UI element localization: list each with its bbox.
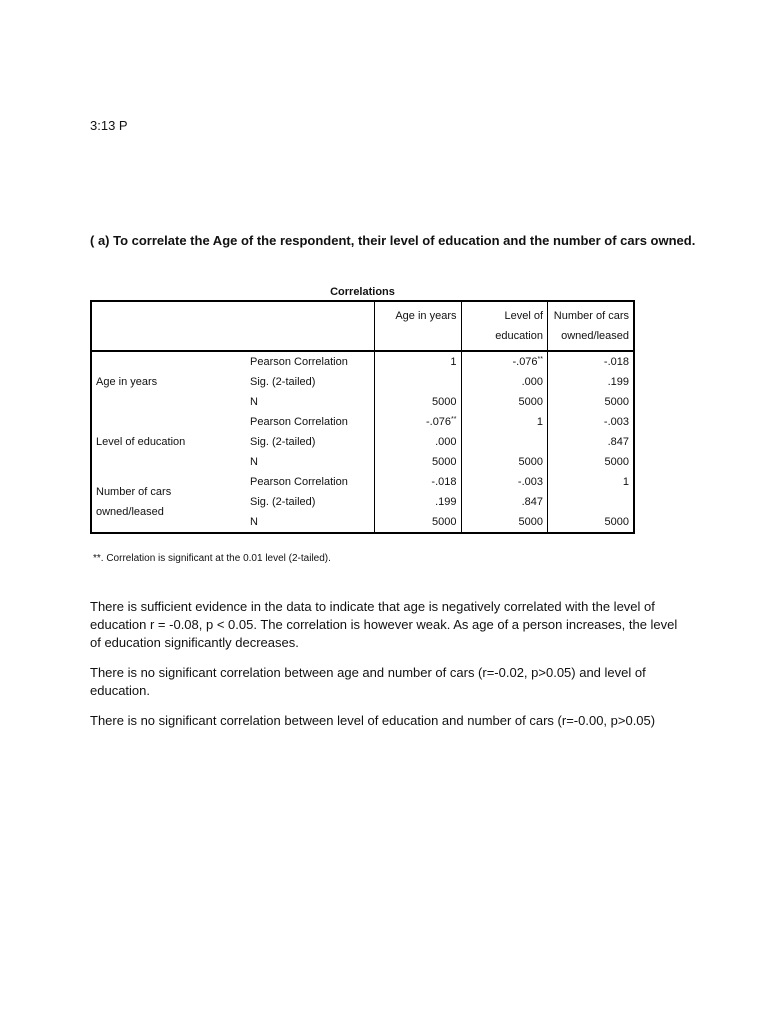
- value-cell: [461, 412, 548, 432]
- cell-value: -.003: [517, 476, 543, 488]
- cell-value: 5000: [432, 396, 457, 408]
- cell-value: -.076: [512, 356, 538, 368]
- row-group-label: Number of cars owned/leased: [96, 486, 172, 518]
- statistic-label: N: [246, 452, 375, 472]
- cell-value: .000: [521, 376, 543, 388]
- cell-value: -.018: [603, 356, 629, 368]
- cell-value: 5000: [432, 456, 457, 468]
- statistic-label: Pearson Correlation: [246, 472, 375, 492]
- cell-value: .847: [521, 496, 543, 508]
- value-cell: [548, 492, 635, 512]
- cell-value: 1: [450, 356, 457, 368]
- cell-value: 5000: [518, 396, 543, 408]
- value-cell: [461, 351, 548, 372]
- statistic-label: Sig. (2-tailed): [246, 432, 375, 452]
- question-heading: ( a) To correlate the Age of the respondent, their level of education and the number of cars owned.: [90, 233, 696, 248]
- value-cell: [548, 392, 635, 412]
- value-cell: [461, 472, 548, 492]
- cell-value: -.018: [431, 476, 457, 488]
- correlations-table: [90, 300, 635, 534]
- row-group-label: Level of education: [96, 436, 186, 448]
- cell-value: 5000: [604, 396, 629, 408]
- cell-value: 5000: [604, 516, 629, 528]
- correlations-table-body: [91, 301, 634, 533]
- value-cell: [548, 412, 635, 432]
- cell-value: 5000: [432, 516, 457, 528]
- value-cell: [375, 452, 462, 472]
- value-cell: [548, 351, 635, 372]
- time-stamp: 3:13 P: [90, 118, 128, 133]
- column-header-cars: Number of cars owned/leased: [548, 301, 635, 351]
- statistic-label: N: [246, 392, 375, 412]
- column-header-education: Level of education: [461, 301, 548, 351]
- value-cell: [375, 472, 462, 492]
- table-row: [91, 412, 634, 432]
- value-cell: [375, 372, 462, 392]
- value-cell: [548, 452, 635, 472]
- statistic-label: Pearson Correlation: [246, 412, 375, 432]
- value-cell: [548, 512, 635, 533]
- cell-value: .847: [607, 436, 629, 448]
- row-group-label: Age in years: [96, 376, 158, 388]
- cell-value: -.003: [603, 416, 629, 428]
- header-blank-cell: [91, 301, 246, 351]
- value-cell: [375, 512, 462, 533]
- significance-marker: **: [537, 356, 543, 363]
- table-header-row: [91, 301, 634, 351]
- value-cell: [548, 372, 635, 392]
- value-cell: [461, 432, 548, 452]
- value-cell: [375, 432, 462, 452]
- value-cell: [461, 372, 548, 392]
- significance-marker: **: [451, 416, 457, 423]
- table-title: Correlations: [330, 286, 395, 298]
- value-cell: [375, 351, 462, 372]
- value-cell: [461, 392, 548, 412]
- value-cell: [461, 492, 548, 512]
- table-row: [91, 472, 634, 492]
- value-cell: [375, 412, 462, 432]
- value-cell: [375, 392, 462, 412]
- paragraph-3: There is no significant correlation between level of education and number of cars (r=-0.00, p>0.05): [90, 713, 656, 728]
- cell-value: 5000: [518, 456, 543, 468]
- value-cell: [375, 492, 462, 512]
- statistic-label: Sig. (2-tailed): [246, 372, 375, 392]
- value-cell: [548, 472, 635, 492]
- table-row: [91, 351, 634, 372]
- cell-value: 1: [536, 416, 543, 428]
- cell-value: -.076: [425, 416, 452, 428]
- value-cell: [461, 512, 548, 533]
- paragraph-2: There is no significant correlation between age and number of cars (r=-0.02, p>0.05) and level of education.: [90, 665, 646, 698]
- statistic-label: Pearson Correlation: [246, 351, 375, 372]
- column-header-age: Age in years: [375, 301, 462, 351]
- header-blank-cell: [246, 301, 375, 351]
- cell-value: 5000: [518, 516, 543, 528]
- value-cell: [461, 452, 548, 472]
- cell-value: 1: [622, 476, 629, 488]
- table-footnote: **. Correlation is significant at the 0.01 level (2-tailed).: [93, 553, 331, 564]
- statistic-label: Sig. (2-tailed): [246, 492, 375, 512]
- statistic-label: N: [246, 512, 375, 533]
- cell-value: .199: [435, 496, 457, 508]
- value-cell: [548, 432, 635, 452]
- paragraph-1: There is sufficient evidence in the data to indicate that age is negatively correlated with the level of education r = -0.08, p < 0.05. The correlation is however weak. As age of a person increases, the level of education significantly decreases.: [90, 599, 678, 650]
- cell-value: .000: [435, 436, 457, 448]
- cell-value: .199: [607, 376, 629, 388]
- cell-value: 5000: [604, 456, 629, 468]
